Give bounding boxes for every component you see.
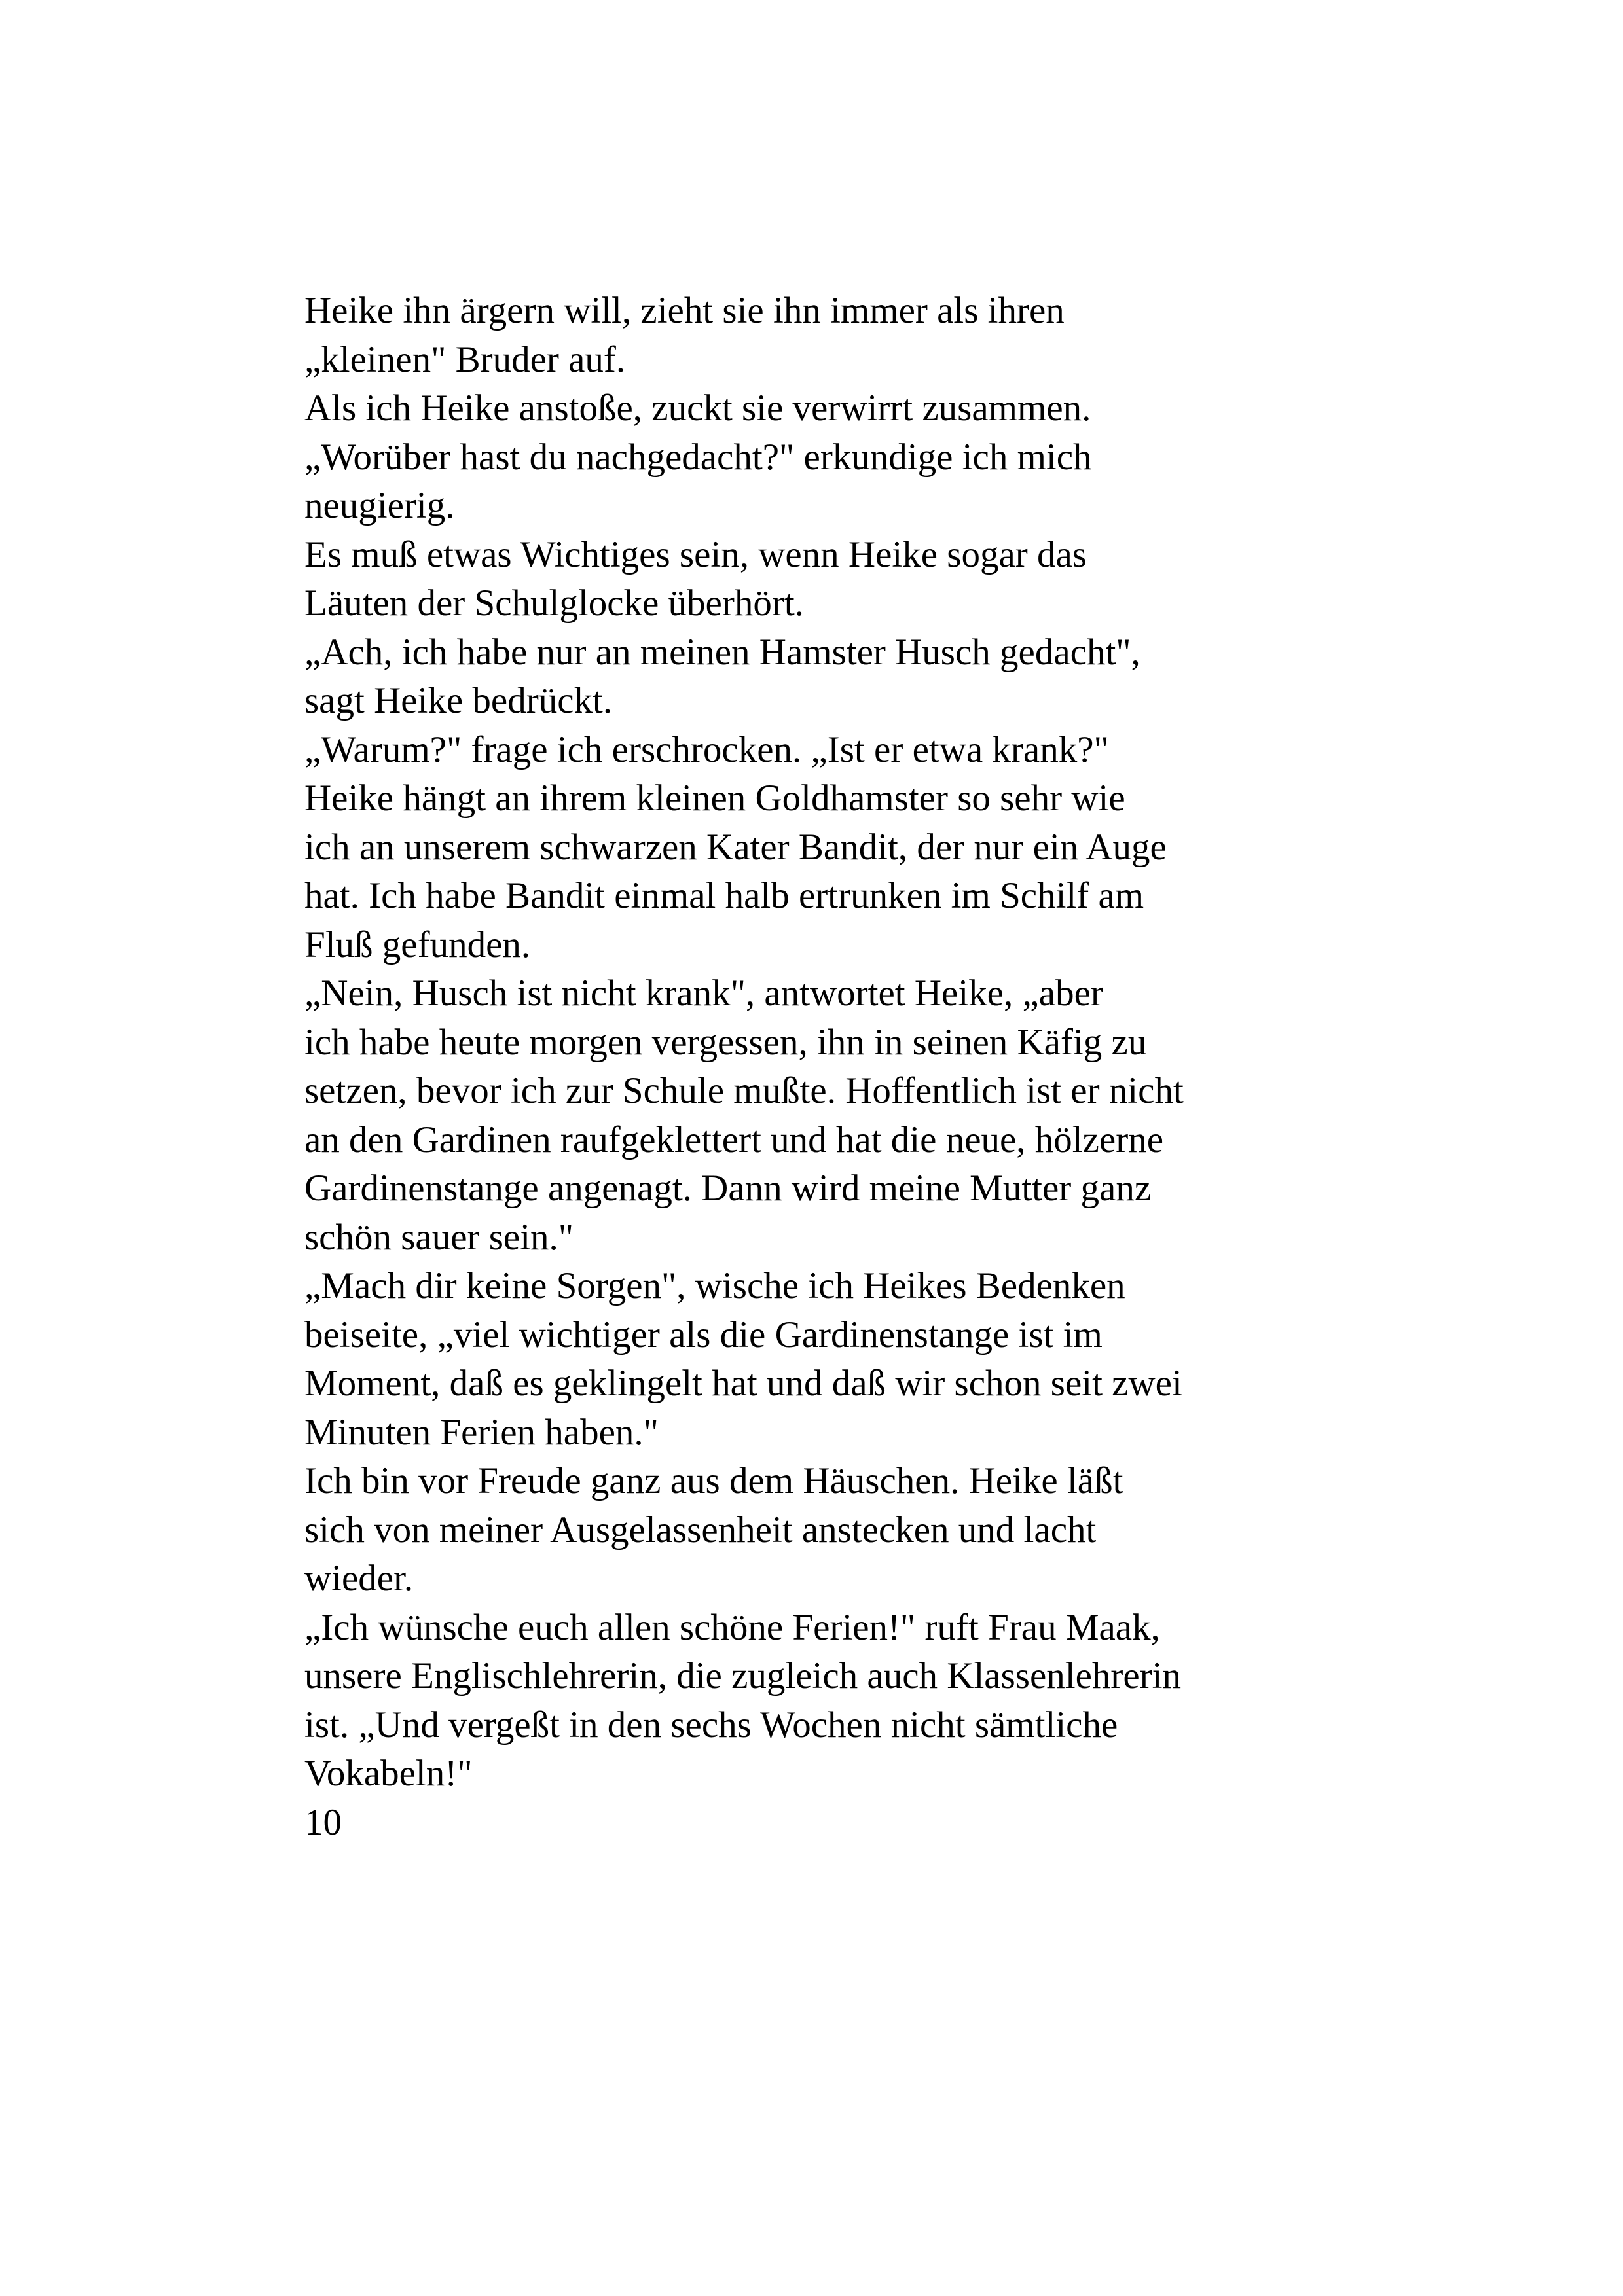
text-line: setzen, bevor ich zur Schule mußte. Hoffentlich ist er nicht: [304, 1070, 1184, 1111]
text-line: „kleinen" Bruder auf.: [304, 338, 626, 380]
text-line: wieder.: [304, 1558, 414, 1599]
text-line: Heike ihn ärgern will, zieht sie ihn immer als ihren: [304, 290, 1065, 331]
body-text: [304, 287, 1352, 1847]
text-line: Fluß gefunden.: [304, 924, 531, 965]
text-line: hat. Ich habe Bandit einmal halb ertrunken im Schilf am: [304, 875, 1144, 916]
text-line: beiseite, „viel wichtiger als die Gardinenstange ist im: [304, 1314, 1103, 1355]
text-line: sich von meiner Ausgelassenheit anstecken und lacht: [304, 1509, 1097, 1551]
text-line: „Ach, ich habe nur an meinen Hamster Husch gedacht",: [304, 631, 1140, 673]
text-line: „Nein, Husch ist nicht krank", antwortet Heike, „aber: [304, 973, 1103, 1014]
page-number: 10: [304, 1801, 342, 1843]
text-line: „Warum?" frage ich erschrocken. „Ist er etwa krank?": [304, 728, 1109, 770]
text-line: ich habe heute morgen vergessen, ihn in seinen Käfig zu: [304, 1021, 1147, 1063]
text-line: Moment, daß es geklingelt hat und daß wir schon seit zwei: [304, 1363, 1182, 1404]
text-line: neugierig.: [304, 485, 455, 526]
text-line: Minuten Ferien haben.": [304, 1411, 659, 1453]
text-line: Gardinenstange angenagt. Dann wird meine Mutter ganz: [304, 1168, 1152, 1209]
text-line: Als ich Heike anstoße, zuckt sie verwirrt zusammen.: [304, 387, 1091, 429]
text-line: „Ich wünsche euch allen schöne Ferien!" ruft Frau Maak,: [304, 1606, 1160, 1648]
text-line: Heike hängt an ihrem kleinen Goldhamster so sehr wie: [304, 778, 1125, 819]
text-line: Vokabeln!": [304, 1753, 473, 1794]
text-line: ist. „Und vergeßt in den sechs Wochen nicht sämtliche: [304, 1704, 1118, 1746]
text-line: Läuten der Schulglocke überhört.: [304, 583, 804, 624]
text-line: „Mach dir keine Sorgen", wische ich Heikes Bedenken: [304, 1265, 1125, 1306]
text-line: ich an unserem schwarzen Kater Bandit, der nur ein Auge: [304, 826, 1167, 868]
text-line: „Worüber hast du nachgedacht?" erkundige ich mich: [304, 436, 1092, 478]
text-line: an den Gardinen raufgeklettert und hat die neue, hölzerne: [304, 1119, 1164, 1160]
text-line: sagt Heike bedrückt.: [304, 680, 613, 721]
text-line: schön sauer sein.": [304, 1216, 574, 1258]
text-line: Es muß etwas Wichtiges sein, wenn Heike sogar das: [304, 533, 1087, 575]
text-line: Ich bin vor Freude ganz aus dem Häuschen. Heike läßt: [304, 1460, 1123, 1501]
text-line: unsere Englischlehrerin, die zugleich auch Klassenlehrerin: [304, 1655, 1181, 1696]
